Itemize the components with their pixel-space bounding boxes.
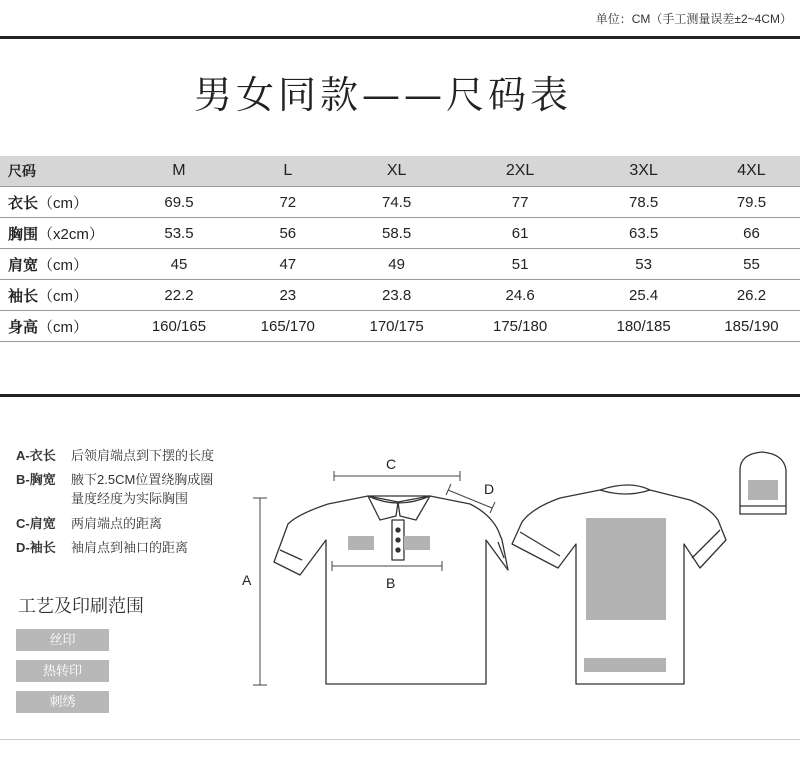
size-table: [0, 156, 800, 342]
row-label-name: 身高: [8, 318, 39, 336]
table-cell: 47: [238, 249, 337, 280]
section-divider: [0, 394, 800, 397]
bottom-divider: [0, 739, 800, 740]
legend-item-a: [16, 446, 214, 465]
page-title: 男女同款——尺码表: [193, 73, 572, 117]
table-cell: 66: [703, 218, 800, 249]
legend-key: C-肩宽: [16, 516, 56, 531]
legend-text: 后领肩端点到下摆的长度: [71, 448, 215, 463]
row-label-unit: （cm）: [38, 287, 89, 305]
row-label-name: 肩宽: [8, 256, 39, 274]
table-cell: 63.5: [584, 218, 703, 249]
print-area-back-hem: [584, 658, 666, 672]
row-label-unit: （cm）: [38, 256, 89, 274]
table-cell: 53.5: [120, 218, 239, 249]
size-header-row: [0, 156, 800, 187]
table-cell: 55: [703, 249, 800, 280]
row-label-name: 袖长: [8, 287, 39, 305]
label-c: C: [386, 456, 397, 472]
row-label: [0, 187, 120, 218]
table-row: [0, 187, 800, 218]
table-row: [0, 249, 800, 280]
row-label-unit: （cm）: [38, 318, 89, 336]
row-label-name: 衣长: [8, 194, 39, 212]
size-header-label: 尺码: [0, 156, 120, 187]
measurement-legend: [16, 446, 214, 562]
size-header-2xl: 2XL: [456, 156, 584, 187]
table-cell: 78.5: [584, 187, 703, 218]
dimension-b: [332, 561, 442, 571]
table-cell: 170/175: [337, 311, 456, 342]
table-cell: 51: [456, 249, 584, 280]
legend-text: 腋下2.5CM位置绕胸成圈: [71, 472, 214, 487]
craft-option-silkscreen[interactable]: 丝印: [16, 629, 109, 651]
table-cell: 56: [238, 218, 337, 249]
table-cell: 79.5: [703, 187, 800, 218]
table-cell: 23: [238, 280, 337, 311]
table-cell: 61: [456, 218, 584, 249]
legend-text: 袖肩点到袖口的距离: [71, 540, 189, 555]
print-area-back: [586, 518, 666, 620]
table-cell: 77: [456, 187, 584, 218]
legend-text: 两肩端点的距离: [71, 516, 163, 531]
table-cell: 24.6: [456, 280, 584, 311]
dimension-a: [253, 498, 267, 685]
polo-shirt-diagram: [230, 440, 796, 700]
table-cell: 45: [120, 249, 239, 280]
size-header-4xl: 4XL: [703, 156, 800, 187]
table-row: [0, 311, 800, 342]
table-cell: 72: [238, 187, 337, 218]
label-b: B: [386, 575, 396, 591]
table-cell: 25.4: [584, 280, 703, 311]
table-cell: 180/185: [584, 311, 703, 342]
legend-key: D-袖长: [16, 540, 56, 555]
row-label-unit: （cm）: [38, 194, 89, 212]
unit-note: 单位：CM（手工测量误差±2~4CM）: [595, 12, 792, 26]
legend-key: B-胸宽: [16, 472, 56, 487]
legend-text: 量度经度为实际胸围: [71, 491, 189, 506]
legend-item-c: [16, 514, 214, 533]
size-header-l: L: [238, 156, 337, 187]
craft-option-embroidery[interactable]: 刺绣: [16, 691, 109, 713]
row-label: [0, 218, 120, 249]
table-cell: 74.5: [337, 187, 456, 218]
table-cell: 175/180: [456, 311, 584, 342]
table-cell: 58.5: [337, 218, 456, 249]
table-cell: 26.2: [703, 280, 800, 311]
table-cell: 53: [584, 249, 703, 280]
row-label-unit: （x2cm）: [38, 225, 104, 243]
craft-title: 工艺及印刷范围: [18, 596, 144, 616]
table-cell: 160/165: [120, 311, 239, 342]
print-area-sleeve: [748, 480, 778, 500]
table-cell: 165/170: [238, 311, 337, 342]
size-header-m: M: [120, 156, 239, 187]
top-divider: [0, 36, 800, 39]
legend-key: A-衣长: [16, 448, 56, 463]
row-label: [0, 249, 120, 280]
legend-item-d: [16, 538, 214, 557]
legend-text-block: [71, 470, 213, 508]
table-cell: 22.2: [120, 280, 239, 311]
dimension-c: [334, 471, 460, 481]
table-cell: 69.5: [120, 187, 239, 218]
table-cell: 23.8: [337, 280, 456, 311]
craft-option-heat-transfer[interactable]: 热转印: [16, 660, 109, 682]
print-area-left-chest: [348, 536, 374, 550]
row-label: [0, 311, 120, 342]
table-cell: 49: [337, 249, 456, 280]
label-a: A: [242, 572, 252, 588]
size-header-3xl: 3XL: [584, 156, 703, 187]
table-cell: 185/190: [703, 311, 800, 342]
print-area-right-chest: [404, 536, 430, 550]
label-d: D: [484, 481, 495, 497]
table-row: [0, 280, 800, 311]
row-label-name: 胸围: [8, 225, 39, 243]
size-header-xl: XL: [337, 156, 456, 187]
row-label: [0, 280, 120, 311]
legend-item-b: [16, 470, 214, 508]
table-row: [0, 218, 800, 249]
